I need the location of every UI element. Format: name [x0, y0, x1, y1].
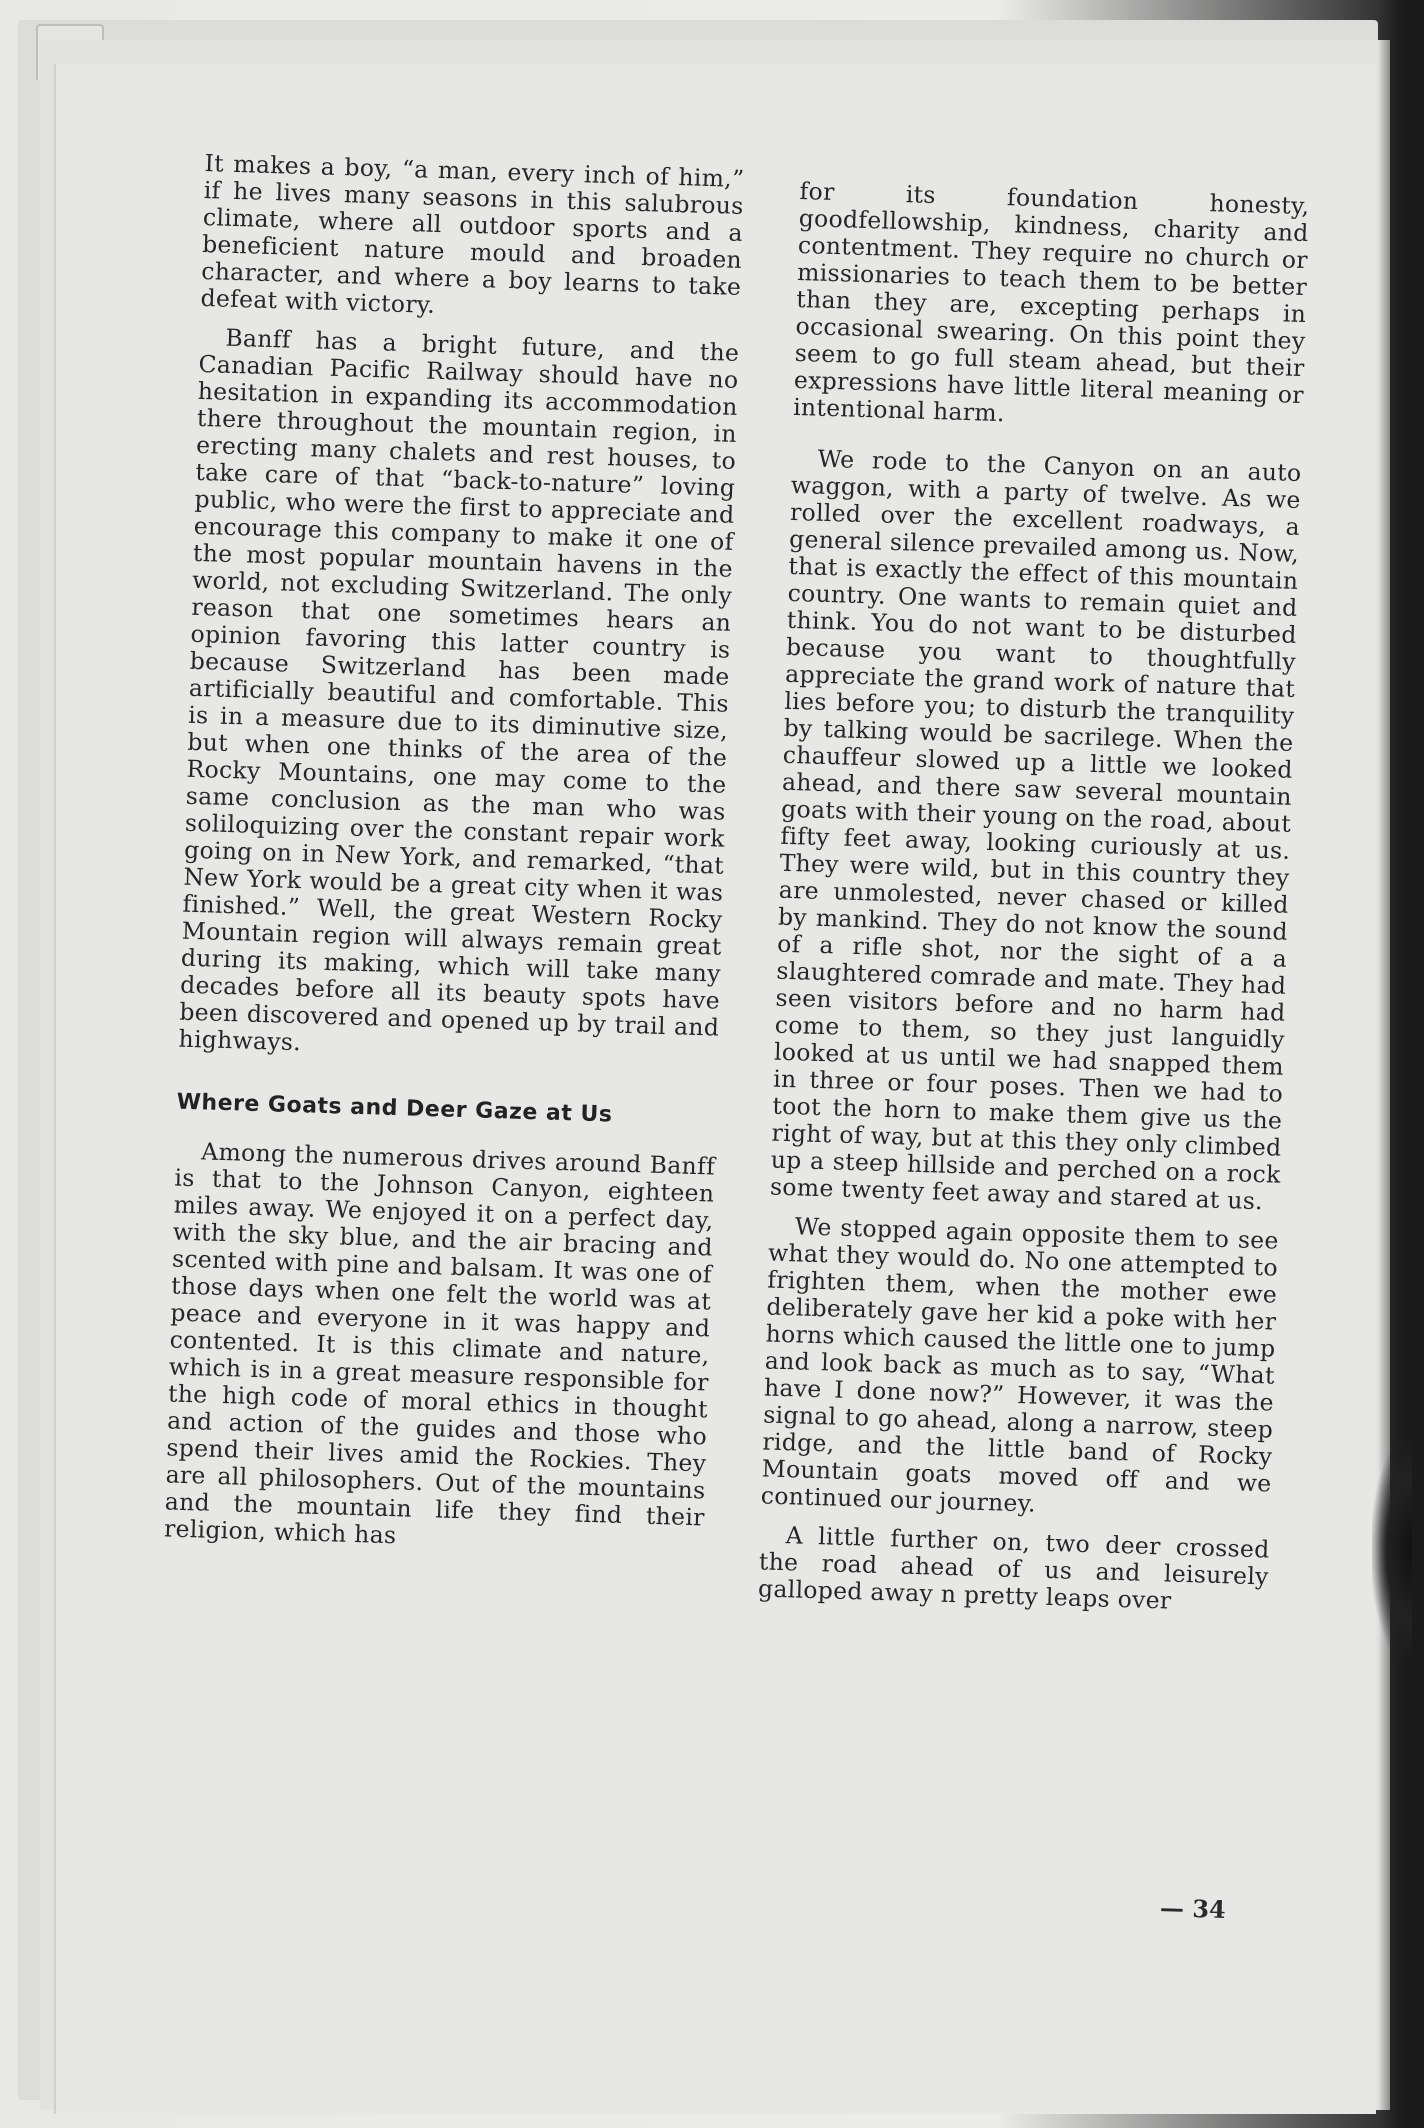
right-column	[757, 178, 1309, 1629]
paragraph: We rode to the Canyon on an auto waggon, with a party of twelve. As we rolled over the excellent roadways, a general silence prevailed among us. Now, that is exactly the effect of this mountain country. One wants to remain quiet and think. You do not want to be disturbed because you want to thoughtfully appreciate the grand work of nature that lies before you; to disturb the tranquility by talking would be sacrilege. When the chauffeur slowed up a little we looked ahead, and there saw several mountain goats with their young on the road, about fifty feet away, looking curiously at us. They were wild, but in this country they are unmolested, never chased or killed by mankind. They do not know the sound of a rifle shot, nor the sight of a a slaughtered comrade and mate. They had seen visitors before and no harm had come to them, so they just languidly looked at us until we had snapped them in three or four poses. Then we had to toot the horn to make them give us the right of way, but at this they only climbed up a steep hillside and perched on a rock some twenty feet away and stared at us.	[769, 444, 1302, 1216]
paragraph: It makes a boy, “a man, every inch of him,” if he lives many seasons in this salubrous climate, where all outdoor sports and a beneficient nature mould and broaden character, and where a boy learns to take defeat with victory.	[200, 149, 745, 319]
left-column	[163, 150, 744, 1570]
page-number: — 34	[1159, 1893, 1227, 1924]
binding-shadow	[1378, 0, 1424, 2128]
section-heading: Where Goats and Deer Gaze at Us	[176, 1089, 613, 1128]
paragraph: A little further on, two deer crossed the road ahead of us and leisurely galloped away n pretty leaps over	[757, 1521, 1270, 1615]
scan-artifact	[1372, 1440, 1412, 1660]
paragraph: We stopped again opposite them to see what they would do. No one attempted to frighten them, when the mother ewe deliberately gave her kid a poke with her horns which caused the little one to jump and look back as much as to say, “What have I done now?” However, it was the signal to go ahead, along a narrow, steep ridge, and the little band of Rocky Mountain goats moved off and we continued our journey.	[760, 1212, 1280, 1518]
paragraph: for its foundation honesty, goodfellowship, kindness, charity and contentment. They require no church or missionaries to teach them to be better than they are, excepting perhaps in occasional swearing. On this point they seem to go full steam ahead, but their expressions have little literal meaning or intentional harm.	[792, 177, 1310, 428]
paragraph: Among the numerous drives around Banff is that to the Johnson Canyon, eighteen miles away. We enjoyed it on a perfect day, with the sky blue, and the air bracing and scented with pine and balsam. It was one of those days when one felt the world was at peace and everyone in it was happy and contented. It is this climate and nature, which is in a great measure responsible for the high code of moral ethics in thought and action of the guides and those who spend their lives amid the Rockies. They are all philosophers. Out of the mountains and the mountain life they find their religion, which has	[163, 1137, 716, 1550]
paragraph: Banff has a bright future, and the Canadian Pacific Railway should have no hesitation in expanding its accommodation there throughout the mountain region, in erecting many chalets and rest houses, to take care of that “back-to-nature” loving public, who were the first to appreciate and encourage this company to make it one of the most popular mountain havens in the world, not excluding Switzerland. The only reason that one sometimes hears an opinion favoring this latter country is because Switzerland has been made artificially beautiful and comfortable. This is in a measure due to its diminutive size, but when one thinks of the area of the Rocky Mountains, one may come to the same conclusion as the man who was soliloquizing over the constant repair work going on in New York, and remarked, “that New York would be a great city when it was finished.” Well, the great Western Rocky Mountain region will always remain great during its making, which will take many decades before all its beauty spots have been discovered and opened up by trail and highways.	[178, 323, 740, 1057]
